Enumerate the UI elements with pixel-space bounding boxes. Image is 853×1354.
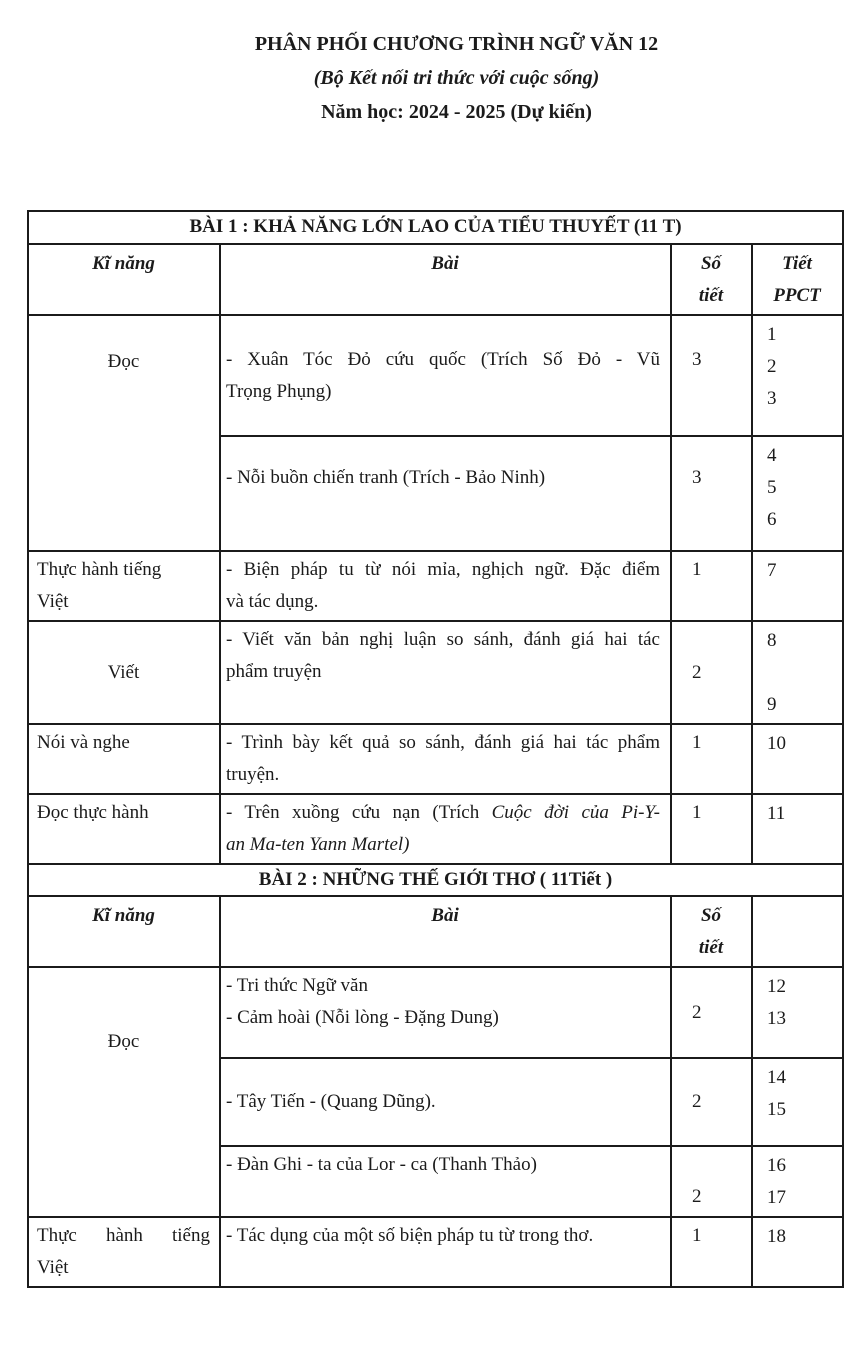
- tiet-ppct-line2: PPCT: [773, 285, 821, 306]
- cell-s1r2-bai: [220, 436, 671, 551]
- ppct-value: 2: [767, 356, 777, 377]
- bai-line: phẩm truyện: [226, 661, 322, 682]
- spacer-line: [692, 376, 742, 408]
- cell-s1r5-bai: [220, 724, 671, 794]
- ppct-value: 13: [767, 1008, 786, 1029]
- ppct-value: 9: [767, 694, 777, 715]
- cell-s1r1-so-tiet: [671, 315, 752, 436]
- bai-line: - Viết văn bản nghị luận so sánh, đánh giá hai tác: [226, 629, 660, 650]
- so-tiet-value: 3: [692, 466, 702, 488]
- ki-nang-line: Thực hành tiếng: [37, 1225, 210, 1246]
- cell-s1r1-bai: [220, 315, 671, 436]
- section1-column-header-row: [28, 244, 843, 315]
- spacer-line: [226, 494, 660, 526]
- spacer-line: [767, 657, 833, 689]
- ppct-value: 15: [767, 1099, 786, 1120]
- table-row: [28, 724, 843, 794]
- cell-s2r4-ki-nang: [28, 1217, 220, 1287]
- ppct-value: 4: [767, 445, 777, 466]
- ppct-value: 6: [767, 509, 777, 530]
- bai-line: - Biện pháp tu từ nói mỉa, nghịch ngữ. Đặc điểm: [226, 559, 660, 580]
- cell-s2r2-ppct: [752, 1058, 843, 1146]
- section2-column-header-row: [28, 896, 843, 967]
- bai-line: - Nỗi buồn chiến tranh (Trích - Bảo Ninh): [226, 466, 546, 488]
- section1-title-row: [28, 211, 843, 244]
- bai-line: [226, 797, 660, 829]
- cell-s1r5-ki-nang: Nói và nghe: [28, 724, 220, 794]
- cell-s1r4-ki-nang: Viết: [28, 621, 220, 724]
- cell-s2-ki-nang-doc: Đọc: [28, 967, 220, 1217]
- table-row: [28, 1217, 843, 1287]
- column-header-tiet-ppct: [752, 244, 843, 315]
- table-row: [28, 794, 843, 864]
- ppct-value: 17: [767, 1187, 786, 1208]
- ppct-value: 1: [767, 324, 777, 345]
- bai-line: - Tri thức Ngữ văn: [226, 975, 368, 996]
- so-tiet-value: 3: [692, 348, 702, 370]
- column-header-so-tiet: [671, 244, 752, 315]
- ki-nang-line: Việt: [37, 591, 69, 612]
- ki-nang-line: Thực hành tiếng: [37, 559, 162, 580]
- cell-s1r6-ppct: 11: [752, 794, 843, 864]
- cell-s1r2-so-tiet: [671, 436, 752, 551]
- bai-line: - Xuân Tóc Đỏ cứu quốc (Trích Số Đỏ - Vũ: [226, 348, 660, 370]
- cell-s2r4-ppct: 18: [752, 1217, 843, 1287]
- cell-s1r4-bai: [220, 621, 671, 724]
- table-row: [28, 621, 843, 724]
- section1-title: BÀI 1 : KHẢ NĂNG LỚN LAO CỦA TIỂU THUYẾT (11 T): [28, 211, 843, 244]
- column-header-ki-nang: Kĩ năng: [28, 244, 220, 315]
- bai-text-italic: an Ma-ten Yann Martel): [226, 834, 410, 855]
- column-header-bai: Bài: [220, 896, 671, 967]
- bai-text-plain: - Trên xuồng cứu nạn (Trích: [226, 802, 492, 823]
- cell-s1r4-ppct: [752, 621, 843, 724]
- cell-s2r3-bai: - Đàn Ghi - ta của Lor - ca (Thanh Thảo): [220, 1146, 671, 1217]
- cell-s2r2-bai: - Tây Tiến - (Quang Dũng).: [220, 1058, 671, 1146]
- column-header-empty: [752, 896, 843, 967]
- bai-line: Trọng Phụng): [226, 380, 332, 402]
- ppct-value: 5: [767, 477, 777, 498]
- column-header-ki-nang: Kĩ năng: [28, 896, 220, 967]
- document-header: [60, 27, 853, 129]
- section2-title-row: [28, 864, 843, 896]
- bai-line: [226, 829, 660, 861]
- so-tiet-line1: Số: [700, 253, 722, 274]
- column-header-bai: Bài: [220, 244, 671, 315]
- cell-s2r3-so-tiet: [671, 1146, 752, 1217]
- school-year: Năm học: 2024 - 2025 (Dự kiến): [321, 101, 592, 123]
- cell-s1r1-ppct: [752, 315, 843, 436]
- cell-s1r2-ppct: [752, 436, 843, 551]
- cell-s1r3-ki-nang: [28, 551, 220, 621]
- so-tiet-line2: tiết: [698, 285, 724, 306]
- so-tiet-value: 2: [692, 1186, 702, 1207]
- bai-line: - Cảm hoài (Nỗi lòng - Đặng Dung): [226, 1007, 499, 1028]
- spacer-line: [692, 1149, 742, 1181]
- ki-nang-line: Việt: [37, 1257, 69, 1278]
- page-subtitle: (Bộ Kết nối tri thức với cuộc sống): [313, 67, 600, 89]
- cell-s1r3-so-tiet: 1: [671, 551, 752, 621]
- cell-s1r6-bai: [220, 794, 671, 864]
- table-row: [28, 967, 843, 1058]
- cell-s1r4-so-tiet: 2: [671, 621, 752, 724]
- cell-s2r1-so-tiet: 2: [671, 967, 752, 1058]
- so-tiet-line1: Số: [700, 905, 722, 926]
- ppct-value: 3: [767, 388, 777, 409]
- curriculum-table: [27, 210, 844, 1288]
- cell-s1r3-bai: [220, 551, 671, 621]
- bai-line: và tác dụng.: [226, 591, 319, 612]
- bai-line: truyện.: [226, 764, 280, 785]
- so-tiet-line2: tiết: [698, 937, 724, 958]
- cell-s1r5-ppct: 10: [752, 724, 843, 794]
- cell-s1r6-ki-nang: Đọc thực hành: [28, 794, 220, 864]
- cell-s1r6-so-tiet: 1: [671, 794, 752, 864]
- cell-s2r2-so-tiet: 2: [671, 1058, 752, 1146]
- spacer-line: [692, 494, 742, 526]
- table-row: [28, 315, 843, 436]
- cell-s1r3-ppct: 7: [752, 551, 843, 621]
- cell-s2r4-bai: - Tác dụng của một số biện pháp tu từ trong thơ.: [220, 1217, 671, 1287]
- column-header-so-tiet: [671, 896, 752, 967]
- cell-s2r1-bai: [220, 967, 671, 1058]
- cell-s2r4-so-tiet: 1: [671, 1217, 752, 1287]
- ppct-value: 14: [767, 1067, 786, 1088]
- tiet-ppct-line1: Tiết: [782, 253, 812, 274]
- ppct-value: 16: [767, 1155, 786, 1176]
- page-title: PHÂN PHỐI CHƯƠNG TRÌNH NGỮ VĂN 12: [254, 33, 659, 55]
- ppct-value: 8: [767, 630, 777, 651]
- ppct-value: 12: [767, 976, 786, 997]
- bai-line: - Trình bày kết quả so sánh, đánh giá hai tác phẩm: [226, 732, 660, 753]
- cell-s1r5-so-tiet: 1: [671, 724, 752, 794]
- cell-s2r3-ppct: [752, 1146, 843, 1217]
- cell-s1-ki-nang-doc: Đọc: [28, 315, 220, 551]
- table-row: [28, 551, 843, 621]
- bai-text-italic: Cuộc đời của Pi-Y-: [491, 802, 660, 823]
- cell-s2r1-ppct: [752, 967, 843, 1058]
- section2-title: BÀI 2 : NHỮNG THẾ GIỚI THƠ ( 11Tiết ): [28, 864, 843, 896]
